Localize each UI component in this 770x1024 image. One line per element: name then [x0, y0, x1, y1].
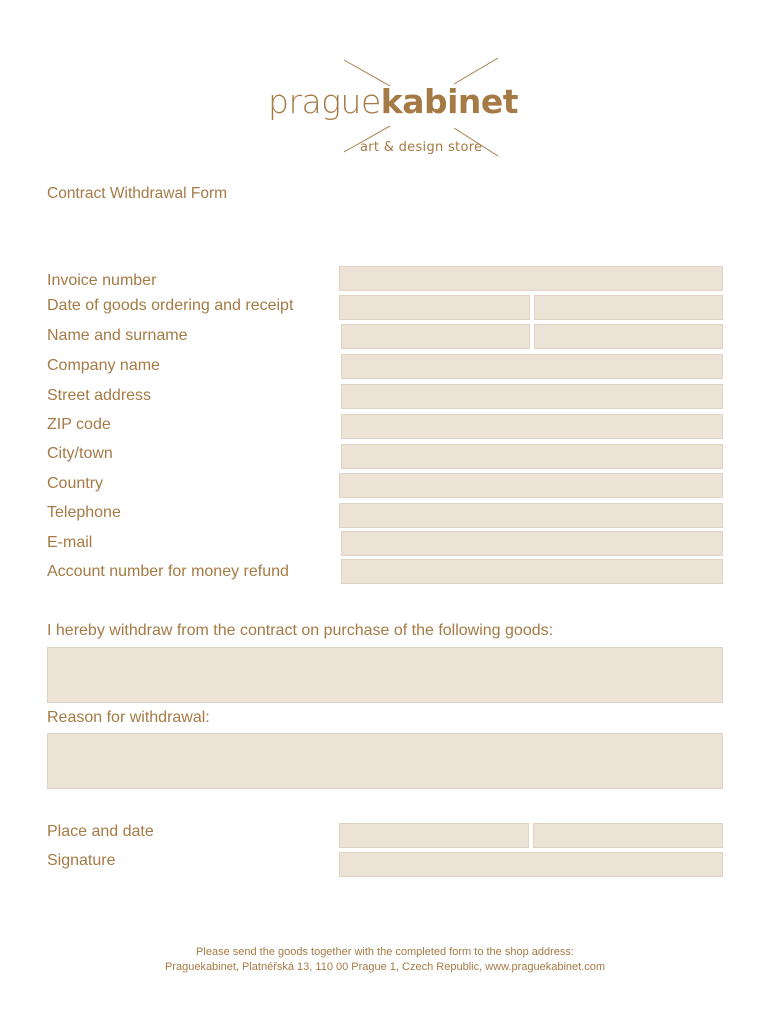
date-label: Date of goods ordering and receipt	[47, 297, 294, 314]
reason-textarea[interactable]	[47, 733, 723, 789]
place-date-label: Place and date	[47, 823, 154, 840]
footer-line-2: Praguekabinet, Platnéřská 13, 110 00 Prague 1, Czech Republic, www.praguekabinet.com	[164, 961, 606, 973]
company-field[interactable]	[341, 354, 723, 379]
company-label: Company name	[47, 357, 160, 374]
city-label: City/town	[47, 445, 113, 462]
account-label: Account number for money refund	[47, 563, 289, 580]
email-field[interactable]	[341, 531, 723, 556]
telephone-field[interactable]	[339, 503, 723, 528]
invoice-label: Invoice number	[47, 272, 157, 289]
account-field[interactable]	[341, 559, 723, 584]
surname-field[interactable]	[534, 324, 723, 349]
name-label: Name and surname	[47, 327, 188, 344]
zip-field[interactable]	[341, 414, 723, 439]
telephone-label: Telephone	[47, 504, 121, 521]
country-field[interactable]	[339, 473, 723, 498]
receipt-date-field[interactable]	[534, 295, 723, 320]
page-title: Contract Withdrawal Form	[47, 185, 228, 202]
zip-label: ZIP code	[47, 416, 111, 433]
city-field[interactable]	[341, 444, 723, 469]
street-label: Street address	[47, 387, 152, 404]
signature-field[interactable]	[339, 852, 723, 877]
goods-heading: I hereby withdraw from the contract on purchase of the following goods:	[47, 622, 554, 639]
goods-textarea[interactable]	[47, 647, 723, 703]
order-date-field[interactable]	[339, 295, 530, 320]
footer-line-1: Please send the goods together with the completed form to the shop address:	[196, 946, 574, 958]
country-label: Country	[47, 475, 104, 492]
logo-tagline: art & design store	[360, 140, 483, 155]
street-field[interactable]	[341, 384, 723, 409]
name-field[interactable]	[341, 324, 530, 349]
email-label: E-mail	[47, 534, 93, 551]
reason-heading: Reason for withdrawal:	[47, 709, 210, 726]
date-field[interactable]	[533, 823, 723, 848]
place-field[interactable]	[339, 823, 529, 848]
logo-wordmark: praguekabinet	[268, 82, 519, 121]
logo	[262, 52, 519, 164]
signature-label: Signature	[47, 852, 116, 869]
invoice-field[interactable]	[339, 266, 723, 291]
